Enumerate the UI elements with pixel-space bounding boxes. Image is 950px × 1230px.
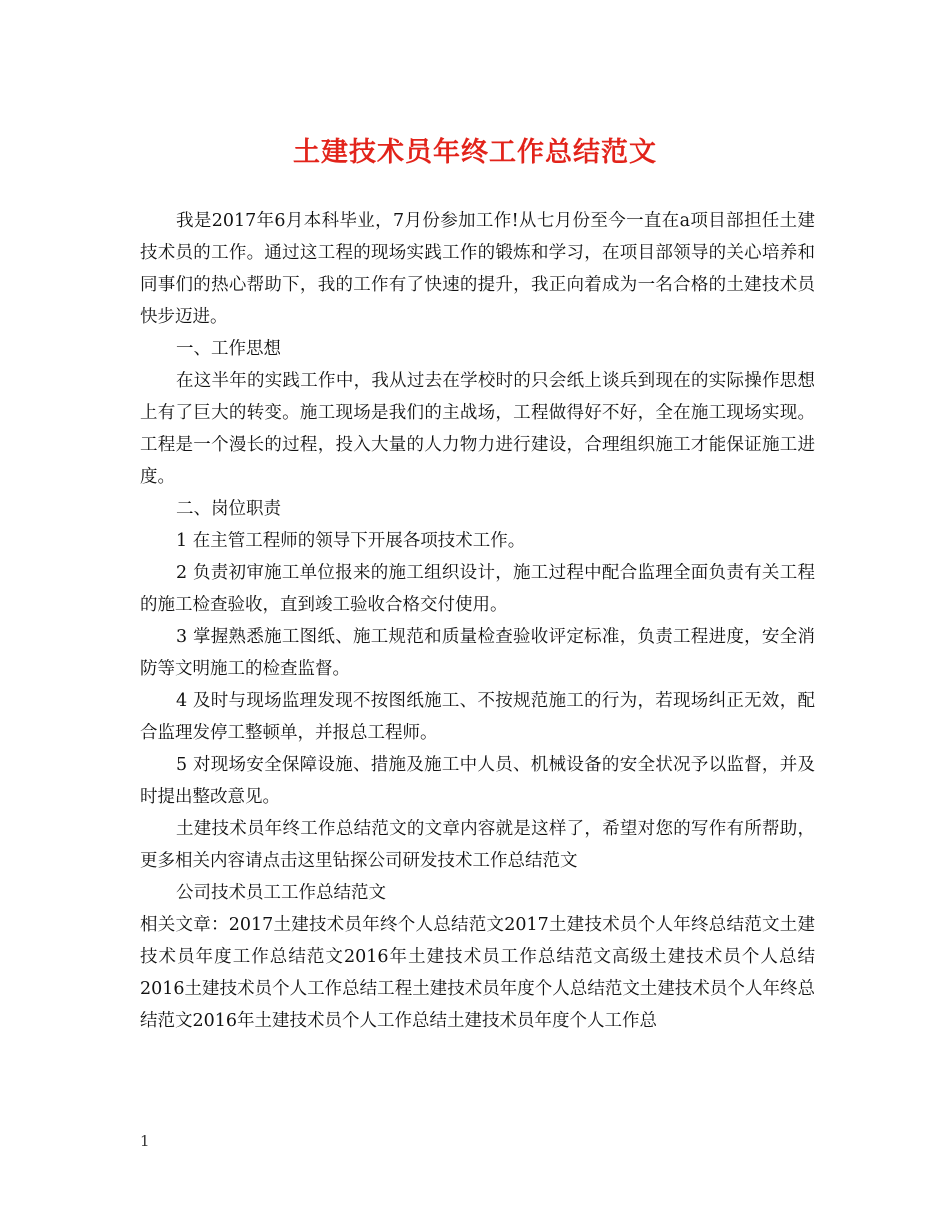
heading-job-duties: 二、岗位职责 bbox=[176, 499, 281, 519]
duty-item-1: 1 在主管工程师的领导下开展各项技术工作。 bbox=[176, 531, 526, 551]
document-title: 土建技术员年终工作总结范文 bbox=[293, 137, 657, 168]
paragraph-closing: 土建技术员年终工作总结范文的文章内容就是这样了，希望对您的写作有所帮助，更多相关内容请点击这里钻探公司研发技术工作总结范文 bbox=[140, 819, 815, 871]
duty-item-5: 5 对现场安全保障设施、措施及施工中人员、机械设备的安全状况予以监督，并及时提出整改意见。 bbox=[140, 755, 815, 807]
paragraph-work-thoughts: 在这半年的实践工作中，我从过去在学校时的只会纸上谈兵到现在的实际操作思想上有了巨大的转变。施工现场是我们的主战场，工程做得好不好，全在施工现场实现。工程是一个漫长的过程，投入大量的人力物力进行建设，合理组织施工才能保证施工进度。 bbox=[140, 371, 815, 487]
document-body bbox=[140, 205, 815, 1037]
page-number: 1 bbox=[140, 1132, 150, 1150]
paragraph-intro: 我是2017年6月本科毕业，7月份参加工作!从七月份至今一直在a项目部担任土建技术员的工作。通过这工程的现场实践工作的锻炼和学习，在项目部领导的关心培养和同事们的热心帮助下，我的工作有了快速的提升，我正向着成为一名合格的土建技术员快步迈进。 bbox=[140, 211, 815, 327]
duty-item-2: 2 负责初审施工单位报来的施工组织设计，施工过程中配合监理全面负责有关工程的施工检查验收，直到竣工验收合格交付使用。 bbox=[140, 563, 815, 615]
heading-work-thoughts: 一、工作思想 bbox=[176, 339, 281, 359]
related-link-line: 公司技术员工工作总结范文 bbox=[176, 883, 386, 903]
related-articles: 相关文章：2017土建技术员年终个人总结范文2017土建技术员个人年终总结范文土建技术员年度工作总结范文2016年土建技术员工作总结范文高级土建技术员个人总结2016土建技术员个人工作总结工程土建技术员年度个人总结范文土建技术员个人年终总结范文2016年土建技术员个人工作总结土建技术员年度个人工作总 bbox=[140, 915, 815, 1031]
duty-item-4: 4 及时与现场监理发现不按图纸施工、不按规范施工的行为，若现场纠正无效，配合监理发停工整顿单，并报总工程师。 bbox=[140, 691, 815, 743]
duty-item-3: 3 掌握熟悉施工图纸、施工规范和质量检查验收评定标准，负责工程进度，安全消防等文明施工的检查监督。 bbox=[140, 627, 815, 679]
